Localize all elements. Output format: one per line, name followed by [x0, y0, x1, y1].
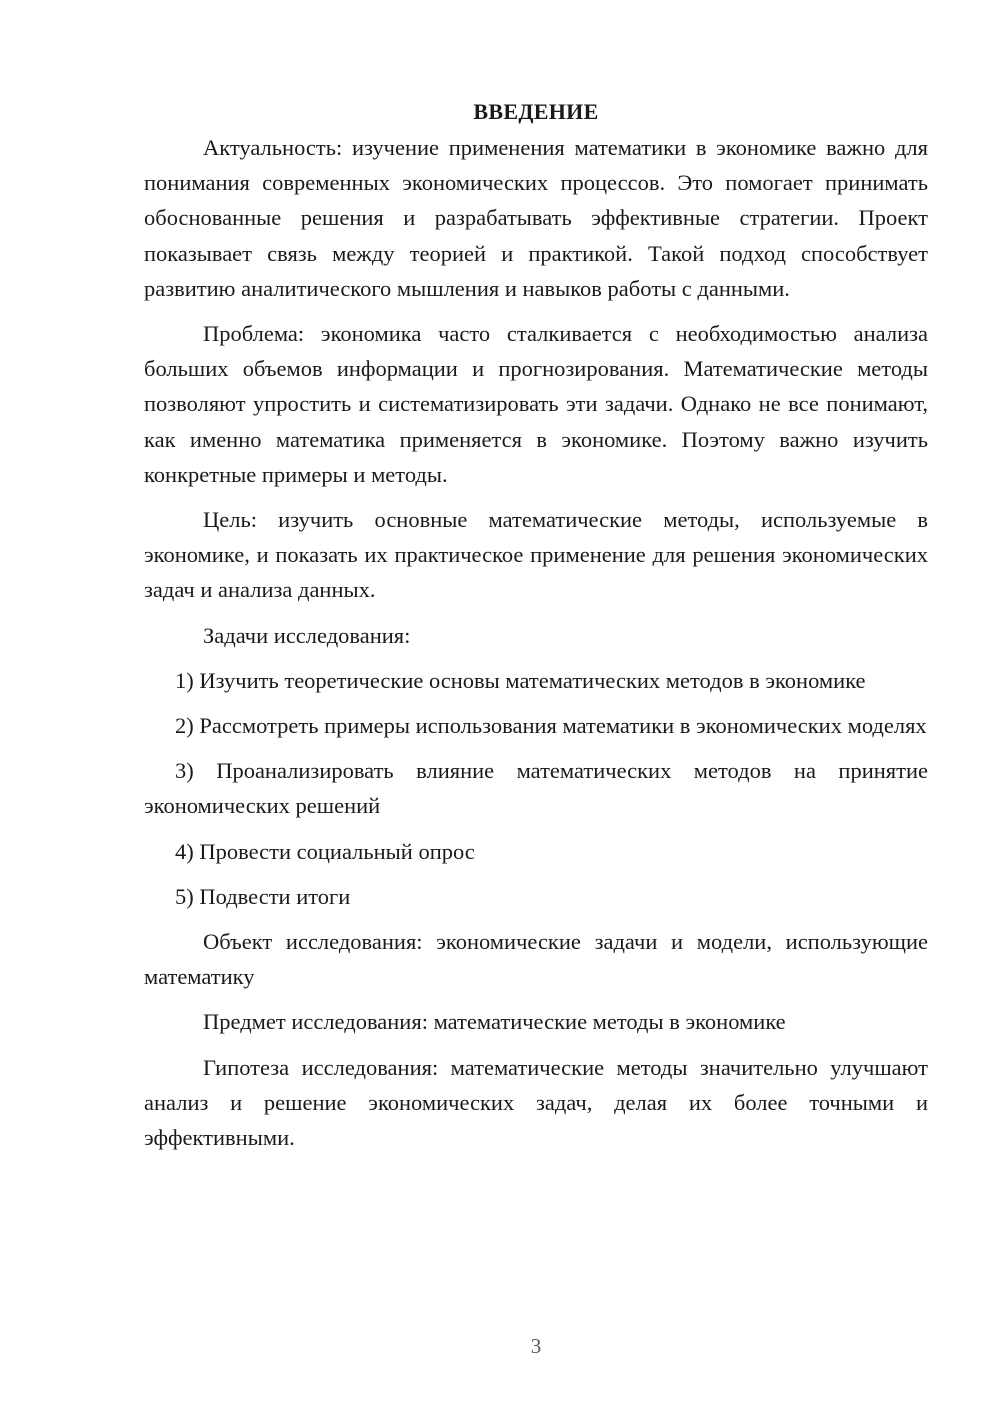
subject-paragraph: Предмет исследования: математические методы в экономике [203, 1009, 786, 1035]
task-item-4: 4) Провести социальный опрос [175, 838, 475, 864]
task-item-3: 3) Проанализировать влияние математических методов на принятие экономических решений [144, 758, 928, 819]
goal-paragraph: Цель: изучить основные математические методы, используемые в экономике, и показать их практическое применение для решения экономических задач и анализа данных. [144, 507, 928, 603]
task-item-5: 5) Подвести итоги [175, 883, 351, 909]
relevance-paragraph: Актуальность: изучение применения математики в экономике важно для понимания современных экономических процессов. Это помогает принимать обоснованные решения и разрабатывать эффективные стратегии. Проект показывает связь между теорией и практикой. Такой подход способствует развитию аналитического мышления и навыков работы с данными. [144, 135, 928, 301]
object-paragraph: Объект исследования: экономические задачи и модели, использующие математику [144, 929, 928, 990]
task-item-1: 1) Изучить теоретические основы математических методов в экономике [175, 667, 866, 693]
section-title: ВВЕДЕНИЕ [473, 99, 599, 124]
hypothesis-paragraph: Гипотеза исследования: математические методы значительно улучшают анализ и решение экономических задач, делая их более точными и эффективными. [144, 1054, 928, 1151]
task-item-2: 2) Рассмотреть примеры использования математики в экономических моделях [175, 713, 927, 739]
tasks-heading: Задачи исследования: [203, 622, 411, 648]
document-page [144, 94, 928, 1165]
problem-paragraph: Проблема: экономика часто сталкивается с необходимостью анализа больших объемов информации и прогнозирования. Математические методы позволяют упростить и систематизировать эти задачи. Однако не все понимают, как именно математика применяется в экономике. Поэтому важно изучить конкретные примеры и методы. [144, 321, 928, 487]
page-number: 3 [530, 1334, 542, 1358]
